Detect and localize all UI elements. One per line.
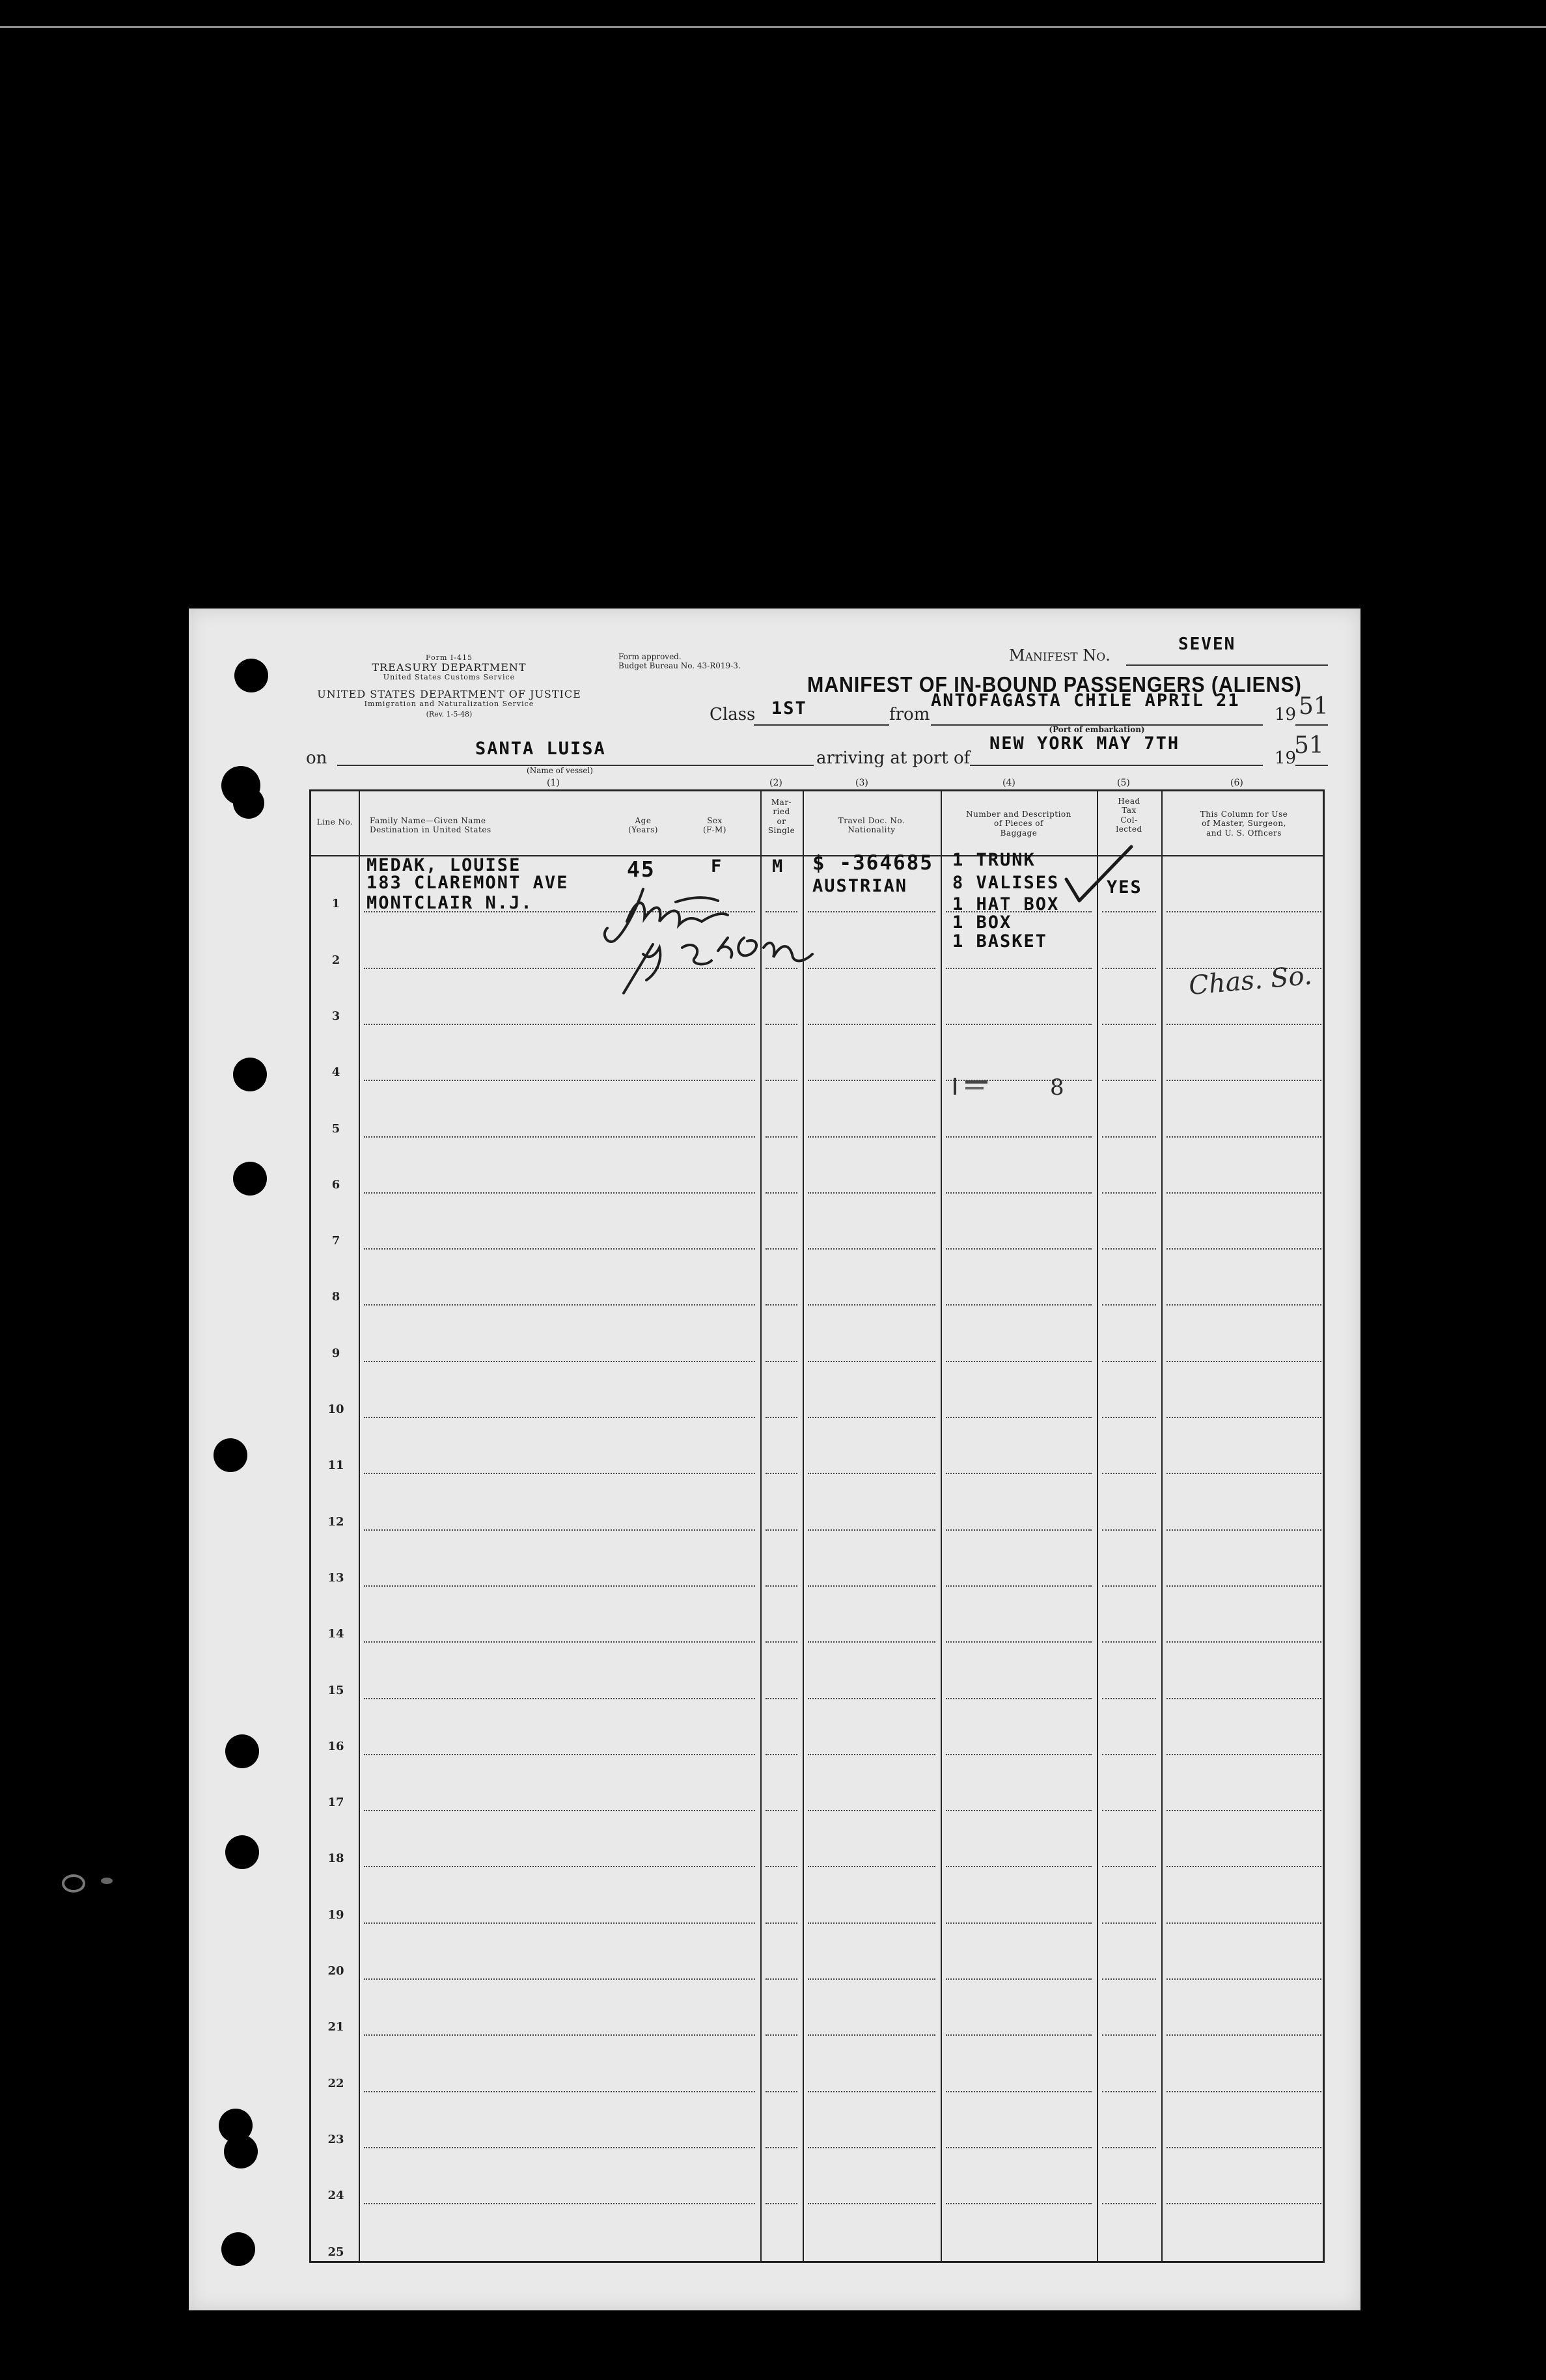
- row-rule: [946, 1304, 1092, 1306]
- row-rule: [946, 1641, 1092, 1643]
- passenger-age: 45: [627, 856, 656, 882]
- row-rule: [946, 1698, 1092, 1699]
- line-number: 13: [327, 1570, 344, 1585]
- handwritten-8: 8: [1050, 1074, 1064, 1101]
- revision: (Rev. 1-5-48): [426, 710, 473, 718]
- line-number: 7: [331, 1234, 340, 1248]
- arriving-label: arriving at port of: [814, 748, 973, 768]
- line-number: 2: [331, 953, 340, 967]
- ins-service: Immigration and Naturalization Service: [364, 700, 534, 708]
- check-mark-icon: [1063, 843, 1135, 905]
- col-married: Mar- ried or Single: [767, 798, 795, 836]
- row-rule: [364, 1136, 755, 1138]
- row-rule: [364, 1192, 755, 1194]
- line-number: 9: [331, 1346, 340, 1360]
- row-rule: [1102, 2147, 1156, 2148]
- baggage-item: 1 BASKET: [952, 931, 1048, 951]
- row-rule: [808, 1417, 935, 1418]
- row-rule: [946, 1810, 1092, 1811]
- row-rule: [364, 1922, 755, 1924]
- passenger-married: M: [772, 856, 784, 877]
- line-number: 5: [331, 1121, 340, 1136]
- row-rule: [364, 1417, 755, 1418]
- row-rule: [1166, 1080, 1321, 1081]
- col-num-5: (5): [1117, 778, 1130, 788]
- baggage-item: 1 BOX: [952, 912, 1012, 933]
- row-rule: [1102, 1698, 1156, 1699]
- row-rule: [766, 2203, 797, 2204]
- row-rule: [808, 1192, 935, 1194]
- row-rule: [364, 1585, 755, 1587]
- row-rule: [766, 1585, 797, 1587]
- treasury-dept: TREASURY DEPARTMENT: [372, 661, 527, 674]
- row-rule: [364, 1754, 755, 1755]
- row-rule: [766, 2147, 797, 2148]
- binder-hole: [214, 1438, 247, 1472]
- row-rule: [808, 1978, 935, 1980]
- row-rule: [808, 1248, 935, 1250]
- row-rule: [766, 1080, 797, 1081]
- col-num-1: (1): [547, 778, 560, 788]
- binder-hole: [233, 1058, 267, 1091]
- row-rule: [1166, 1922, 1321, 1924]
- year-prefix-1: 19: [1275, 705, 1297, 724]
- scan-top-rule: [0, 26, 1546, 28]
- row-rule: [1166, 2034, 1321, 2036]
- row-rule: [1166, 1136, 1321, 1138]
- row-rule: [364, 1529, 755, 1531]
- baggage-item: 8 VALISES: [952, 873, 1060, 893]
- vessel-value: SANTA LUISA: [475, 739, 606, 759]
- line-number: 22: [327, 2076, 344, 2090]
- justice-dept: UNITED STATES DEPARTMENT OF JUSTICE: [317, 688, 581, 700]
- row-rule: [1102, 968, 1156, 969]
- manifest-page: [189, 609, 1360, 2310]
- row-rule: [1102, 1922, 1156, 1924]
- row-rule: [766, 1529, 797, 1531]
- line-number: 21: [327, 2020, 344, 2034]
- row-rule: [946, 1978, 1092, 1980]
- head-tax-value: YES: [1107, 877, 1142, 897]
- manifest-no-value: SEVEN: [1178, 635, 1236, 654]
- row-rule: [1102, 1810, 1156, 1811]
- col-num-4: (4): [1002, 778, 1015, 788]
- row-rule: [1102, 1585, 1156, 1587]
- line-number: 11: [327, 1458, 344, 1473]
- row-rule: [808, 1810, 935, 1811]
- passenger-table: [309, 789, 1325, 2263]
- row-rule: [1102, 2203, 1156, 2204]
- row-rule: [946, 1192, 1092, 1194]
- row-rule: [946, 1136, 1092, 1138]
- year-prefix-2: 19: [1275, 748, 1297, 768]
- row-rule: [1166, 1641, 1321, 1643]
- col-num-3: (3): [855, 778, 868, 788]
- row-rule: [1102, 2034, 1156, 2036]
- row-rule: [766, 1866, 797, 1867]
- row-rule: [1102, 1978, 1156, 1980]
- col-travel: Travel Doc. No. Nationality: [838, 816, 905, 835]
- row-rule: [946, 1417, 1092, 1418]
- row-rule: [808, 2147, 935, 2148]
- row-rule: [364, 1248, 755, 1250]
- col-divider: [760, 791, 762, 2261]
- row-rule: [808, 1024, 935, 1025]
- col-officers: This Column for Use of Master, Surgeon, and U. S. Officers: [1200, 810, 1288, 838]
- from-label: from: [889, 705, 930, 724]
- col-divider: [1097, 791, 1098, 2261]
- row-rule: [808, 1754, 935, 1755]
- row-rule: [1102, 1192, 1156, 1194]
- row-rule: [808, 2034, 935, 2036]
- row-rule: [364, 1641, 755, 1643]
- row-rule: [1102, 1248, 1156, 1250]
- line-number: 3: [331, 1009, 340, 1023]
- passenger-name: MEDAK, LOUISE: [366, 855, 521, 875]
- row-rule: [364, 1810, 755, 1811]
- row-rule: [766, 1810, 797, 1811]
- row-rule: [946, 1473, 1092, 1474]
- line-number: 15: [327, 1683, 344, 1697]
- row-rule: [946, 1585, 1092, 1587]
- stray-mark: [62, 1874, 85, 1893]
- baggage-item: 1 HAT BOX: [952, 894, 1060, 914]
- row-rule: [766, 1304, 797, 1306]
- signature-scrawl: [598, 882, 858, 1000]
- row-rule: [1166, 1304, 1321, 1306]
- line-number: 14: [327, 1627, 344, 1641]
- row-rule: [946, 2203, 1092, 2204]
- line-number: 24: [327, 2189, 344, 2203]
- binder-hole: [233, 1162, 267, 1196]
- row-rule: [1166, 1698, 1321, 1699]
- binder-hole: [225, 1835, 259, 1869]
- vessel-caption: (Name of vessel): [527, 766, 593, 775]
- binder-hole: [224, 2135, 258, 2168]
- line-number: 1: [331, 897, 340, 911]
- row-rule: [808, 2203, 935, 2204]
- row-rule: [808, 1866, 935, 1867]
- row-rule: [364, 1473, 755, 1474]
- row-rule: [1166, 1754, 1321, 1755]
- col-age: Age (Years): [628, 816, 658, 835]
- row-rule: [946, 2091, 1092, 2092]
- row-rule: [808, 1641, 935, 1643]
- line-number: 16: [327, 1739, 344, 1753]
- col-sex: Sex (F-M): [703, 816, 726, 835]
- row-rule: [1102, 1136, 1156, 1138]
- row-rule: [1166, 1192, 1321, 1194]
- line-number: 25: [327, 2245, 344, 2259]
- row-rule: [1166, 2203, 1321, 2204]
- row-rule: [364, 2203, 755, 2204]
- row-rule: [766, 2034, 797, 2036]
- class-line: [754, 724, 889, 726]
- row-rule: [808, 1136, 935, 1138]
- row-rule: [766, 1361, 797, 1362]
- row-rule: [766, 2091, 797, 2092]
- passenger-address-2: MONTCLAIR N.J.: [366, 893, 533, 913]
- col-divider: [1161, 791, 1163, 2261]
- row-rule: [946, 1922, 1092, 1924]
- class-value: 1ST: [771, 698, 807, 718]
- baggage-item: 1 TRUNK: [952, 850, 1036, 870]
- officer-note: Chas. So.: [1187, 960, 1314, 1002]
- row-rule: [364, 1361, 755, 1362]
- line-number: 17: [327, 1796, 344, 1810]
- row-rule: [1166, 1024, 1321, 1025]
- year-line-2: [1295, 765, 1328, 766]
- row-rule: [766, 1417, 797, 1418]
- row-rule: [766, 1248, 797, 1250]
- row-rule: [946, 2147, 1092, 2148]
- row-rule: [1166, 1417, 1321, 1418]
- row-rule: [766, 1754, 797, 1755]
- row-rule: [1102, 1473, 1156, 1474]
- row-rule: [364, 1024, 755, 1025]
- col-baggage: Number and Description of Pieces of Baggage: [966, 810, 1071, 838]
- line-number: 6: [331, 1177, 340, 1192]
- travel-doc-no: $ -364685: [812, 851, 933, 875]
- binder-hole: [225, 1734, 259, 1768]
- port-embark-caption: (Port of embarkation): [1049, 725, 1145, 734]
- row-rule: [946, 1866, 1092, 1867]
- binder-hole: [221, 2232, 255, 2266]
- row-rule: [364, 2091, 755, 2092]
- row-rule: [1102, 1304, 1156, 1306]
- row-rule: [1166, 1529, 1321, 1531]
- row-rule: [808, 1698, 935, 1699]
- row-rule: [1102, 1641, 1156, 1643]
- row-rule: [1166, 911, 1321, 912]
- line-number: 19: [327, 1908, 344, 1922]
- row-rule: [1166, 1810, 1321, 1811]
- row-rule: [1166, 1978, 1321, 1980]
- manifest-no-line: [1126, 664, 1328, 666]
- form-number: Form I-415: [426, 653, 473, 662]
- line-number: 4: [331, 1065, 340, 1080]
- stray-mark: [101, 1878, 113, 1884]
- row-rule: [808, 1585, 935, 1587]
- line-number: 8: [331, 1290, 340, 1304]
- customs-service: United States Customs Service: [383, 673, 516, 681]
- row-rule: [1102, 1024, 1156, 1025]
- smudge-mark: [952, 1076, 990, 1096]
- manifest-no-label: Manifest No.: [1009, 646, 1111, 664]
- on-label: on: [306, 748, 327, 768]
- row-rule: [808, 1922, 935, 1924]
- row-rule: [946, 1248, 1092, 1250]
- row-rule: [808, 1473, 935, 1474]
- row-rule: [1102, 1361, 1156, 1362]
- arriving-line: [970, 765, 1263, 766]
- col-line-no: Line No.: [316, 817, 353, 827]
- row-rule: [1102, 1754, 1156, 1755]
- row-rule: [766, 1473, 797, 1474]
- row-rule: [1166, 1585, 1321, 1587]
- row-rule: [808, 1080, 935, 1081]
- row-rule: [1102, 911, 1156, 912]
- col-name: Family Name—Given Name Destination in United States: [370, 816, 491, 835]
- arriving-value: NEW YORK MAY 7TH: [989, 733, 1180, 754]
- row-rule: [1166, 1866, 1321, 1867]
- row-rule: [364, 1304, 755, 1306]
- row-rule: [766, 1641, 797, 1643]
- row-rule: [946, 2034, 1092, 2036]
- from-value: ANTOFAGASTA CHILE APRIL 21: [931, 691, 1240, 711]
- row-rule: [766, 1024, 797, 1025]
- row-rule: [1166, 2147, 1321, 2148]
- row-rule: [808, 1361, 935, 1362]
- row-rule: [364, 1698, 755, 1699]
- row-rule: [1166, 2091, 1321, 2092]
- row-rule: [364, 1080, 755, 1081]
- row-rule: [1102, 1866, 1156, 1867]
- line-number: 23: [327, 2132, 344, 2146]
- row-rule: [946, 1529, 1092, 1531]
- row-rule: [364, 2034, 755, 2036]
- row-rule: [808, 1529, 935, 1531]
- line-number: 18: [327, 1852, 344, 1866]
- line-number: 20: [327, 1964, 344, 1978]
- binder-hole: [233, 787, 264, 819]
- row-rule: [766, 1192, 797, 1194]
- col-divider: [359, 791, 360, 2261]
- col-num-2: (2): [769, 778, 782, 788]
- line-number: 10: [327, 1402, 344, 1416]
- row-rule: [364, 1978, 755, 1980]
- row-rule: [766, 1978, 797, 1980]
- budget-bureau: Budget Bureau No. 43-R019-3.: [618, 661, 741, 670]
- class-label: Class: [710, 705, 756, 724]
- line-number: 12: [327, 1514, 344, 1529]
- nationality: AUSTRIAN: [812, 876, 908, 896]
- row-rule: [766, 1136, 797, 1138]
- row-rule: [364, 2147, 755, 2148]
- row-rule: [1102, 1080, 1156, 1081]
- col-num-6: (6): [1230, 778, 1243, 788]
- row-rule: [1166, 1473, 1321, 1474]
- row-rule: [766, 1922, 797, 1924]
- form-approved: Form approved.: [618, 652, 682, 661]
- row-rule: [1102, 2091, 1156, 2092]
- col-headtax: Head Tax Col- lected: [1116, 797, 1142, 834]
- year-value-1: 51: [1299, 693, 1329, 720]
- binder-hole: [234, 659, 268, 692]
- row-rule: [1102, 1417, 1156, 1418]
- page-title: MANIFEST OF IN-BOUND PASSENGERS (ALIENS): [807, 672, 1302, 696]
- row-rule: [946, 1361, 1092, 1362]
- row-rule: [1166, 1248, 1321, 1250]
- row-rule: [1102, 1529, 1156, 1531]
- row-rule: [946, 1024, 1092, 1025]
- passenger-sex: F: [711, 856, 723, 877]
- row-rule: [766, 1698, 797, 1699]
- row-rule: [808, 2091, 935, 2092]
- year-line-1: [1295, 724, 1328, 726]
- col-divider: [803, 791, 804, 2261]
- row-rule: [946, 968, 1092, 969]
- passenger-address-1: 183 CLAREMONT AVE: [366, 873, 569, 893]
- row-rule: [808, 1304, 935, 1306]
- year-value-2: 51: [1294, 732, 1324, 759]
- row-rule: [1166, 1361, 1321, 1362]
- col-divider: [941, 791, 942, 2261]
- row-rule: [946, 1754, 1092, 1755]
- row-rule: [364, 1866, 755, 1867]
